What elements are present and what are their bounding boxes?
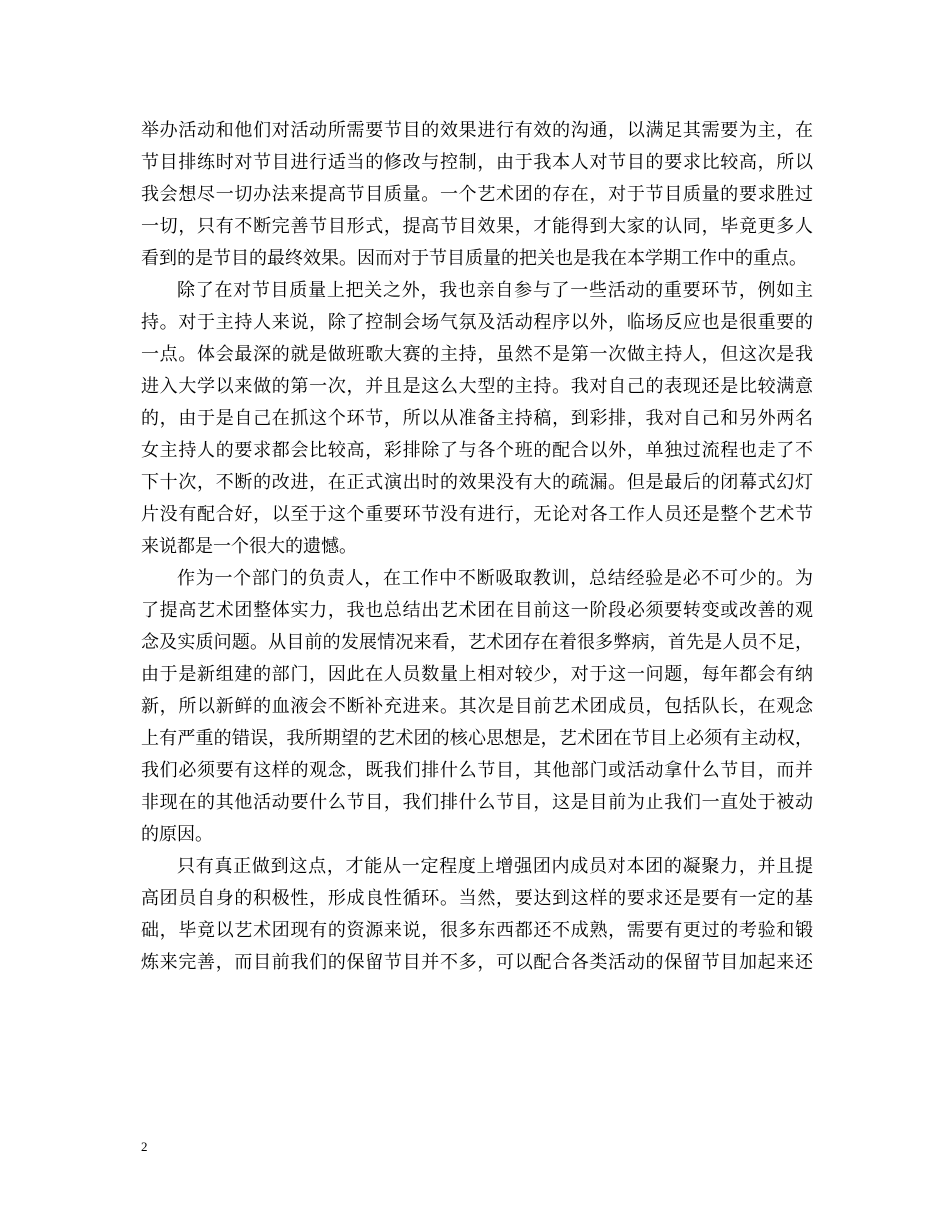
text-line: 了提高艺术团整体实力，我也总结出艺术团在目前这一阶段必须要转变或改善的观 [141, 600, 813, 621]
text-line: 片没有配合好，以至于这个重要环节没有进行，无论对各工作人员还是整个艺术节 [141, 504, 813, 525]
text-line: 举办活动和他们对活动所需要节目的效果进行有效的沟通，以满足其需要为主，在 [141, 120, 813, 141]
text-line: 念及实质问题。从目前的发展情况来看，艺术团存在着很多弊病，首先是人员不足， [141, 632, 813, 653]
text-line: 我会想尽一切办法来提高节目质量。一个艺术团的存在，对于节目质量的要求胜过 [141, 184, 813, 205]
text-line: 来说都是一个很大的遗憾。 [141, 536, 357, 557]
text-line: 炼来完善，而目前我们的保留节目并不多，可以配合各类活动的保留节目加起来还 [141, 952, 813, 973]
text-line: 作为一个部门的负责人，在工作中不断吸取教训，总结经验是必不可少的。为 [177, 568, 813, 589]
text-line: 由于是新组建的部门，因此在人员数量上相对较少，对于这一问题，每年都会有纳 [141, 664, 813, 685]
text-line: 的，由于是自己在抓这个环节，所以从准备主持稿，到彩排，我对自己和另外两名 [141, 408, 813, 429]
text-line: 高团员自身的积极性，形成良性循环。当然，要达到这样的要求还是要有一定的基 [141, 888, 813, 909]
text-line: 除了在对节目质量上把关之外，我也亲自参与了一些活动的重要环节，例如主 [177, 280, 813, 301]
text-line: 新，所以新鲜的血液会不断补充进来。其次是目前艺术团成员，包括队长，在观念 [141, 696, 813, 717]
body-text [141, 115, 813, 979]
text-line: 一切，只有不断完善节目形式，提高节目效果，才能得到大家的认同，毕竟更多人 [141, 216, 813, 237]
text-line: 上有严重的错误，我所期望的艺术团的核心思想是，艺术团在节目上必须有主动权， [141, 728, 813, 749]
text-line: 持。对于主持人来说，除了控制会场气氛及活动程序以外，临场反应也是很重要的 [141, 312, 813, 333]
text-line: 我们必须要有这样的观念，既我们排什么节目，其他部门或活动拿什么节目，而并 [141, 760, 813, 781]
text-line: 下十次，不断的改进，在正式演出时的效果没有大的疏漏。但是最后的闭幕式幻灯 [141, 472, 813, 493]
text-line: 看到的是节目的最终效果。因而对于节目质量的把关也是我在本学期工作中的重点。 [141, 248, 807, 269]
text-line: 础，毕竟以艺术团现有的资源来说，很多东西都还不成熟，需要有更过的考验和锻 [141, 920, 813, 941]
text-line: 一点。体会最深的就是做班歌大赛的主持，虽然不是第一次做主持人，但这次是我 [141, 344, 813, 365]
text-line: 进入大学以来做的第一次，并且是这么大型的主持。我对自己的表现还是比较满意 [141, 376, 813, 397]
text-line: 的原因。 [141, 824, 213, 845]
text-line: 女主持人的要求都会比较高，彩排除了与各个班的配合以外，单独过流程也走了不 [141, 440, 813, 461]
page-number: 2 [141, 1139, 148, 1154]
text-line: 只有真正做到这点，才能从一定程度上增强团内成员对本团的凝聚力，并且提 [177, 856, 813, 877]
text-line: 节目排练时对节目进行适当的修改与控制，由于我本人对节目的要求比较高，所以 [141, 152, 813, 173]
text-line: 非现在的其他活动要什么节目，我们排什么节目，这是目前为止我们一直处于被动 [141, 792, 813, 813]
